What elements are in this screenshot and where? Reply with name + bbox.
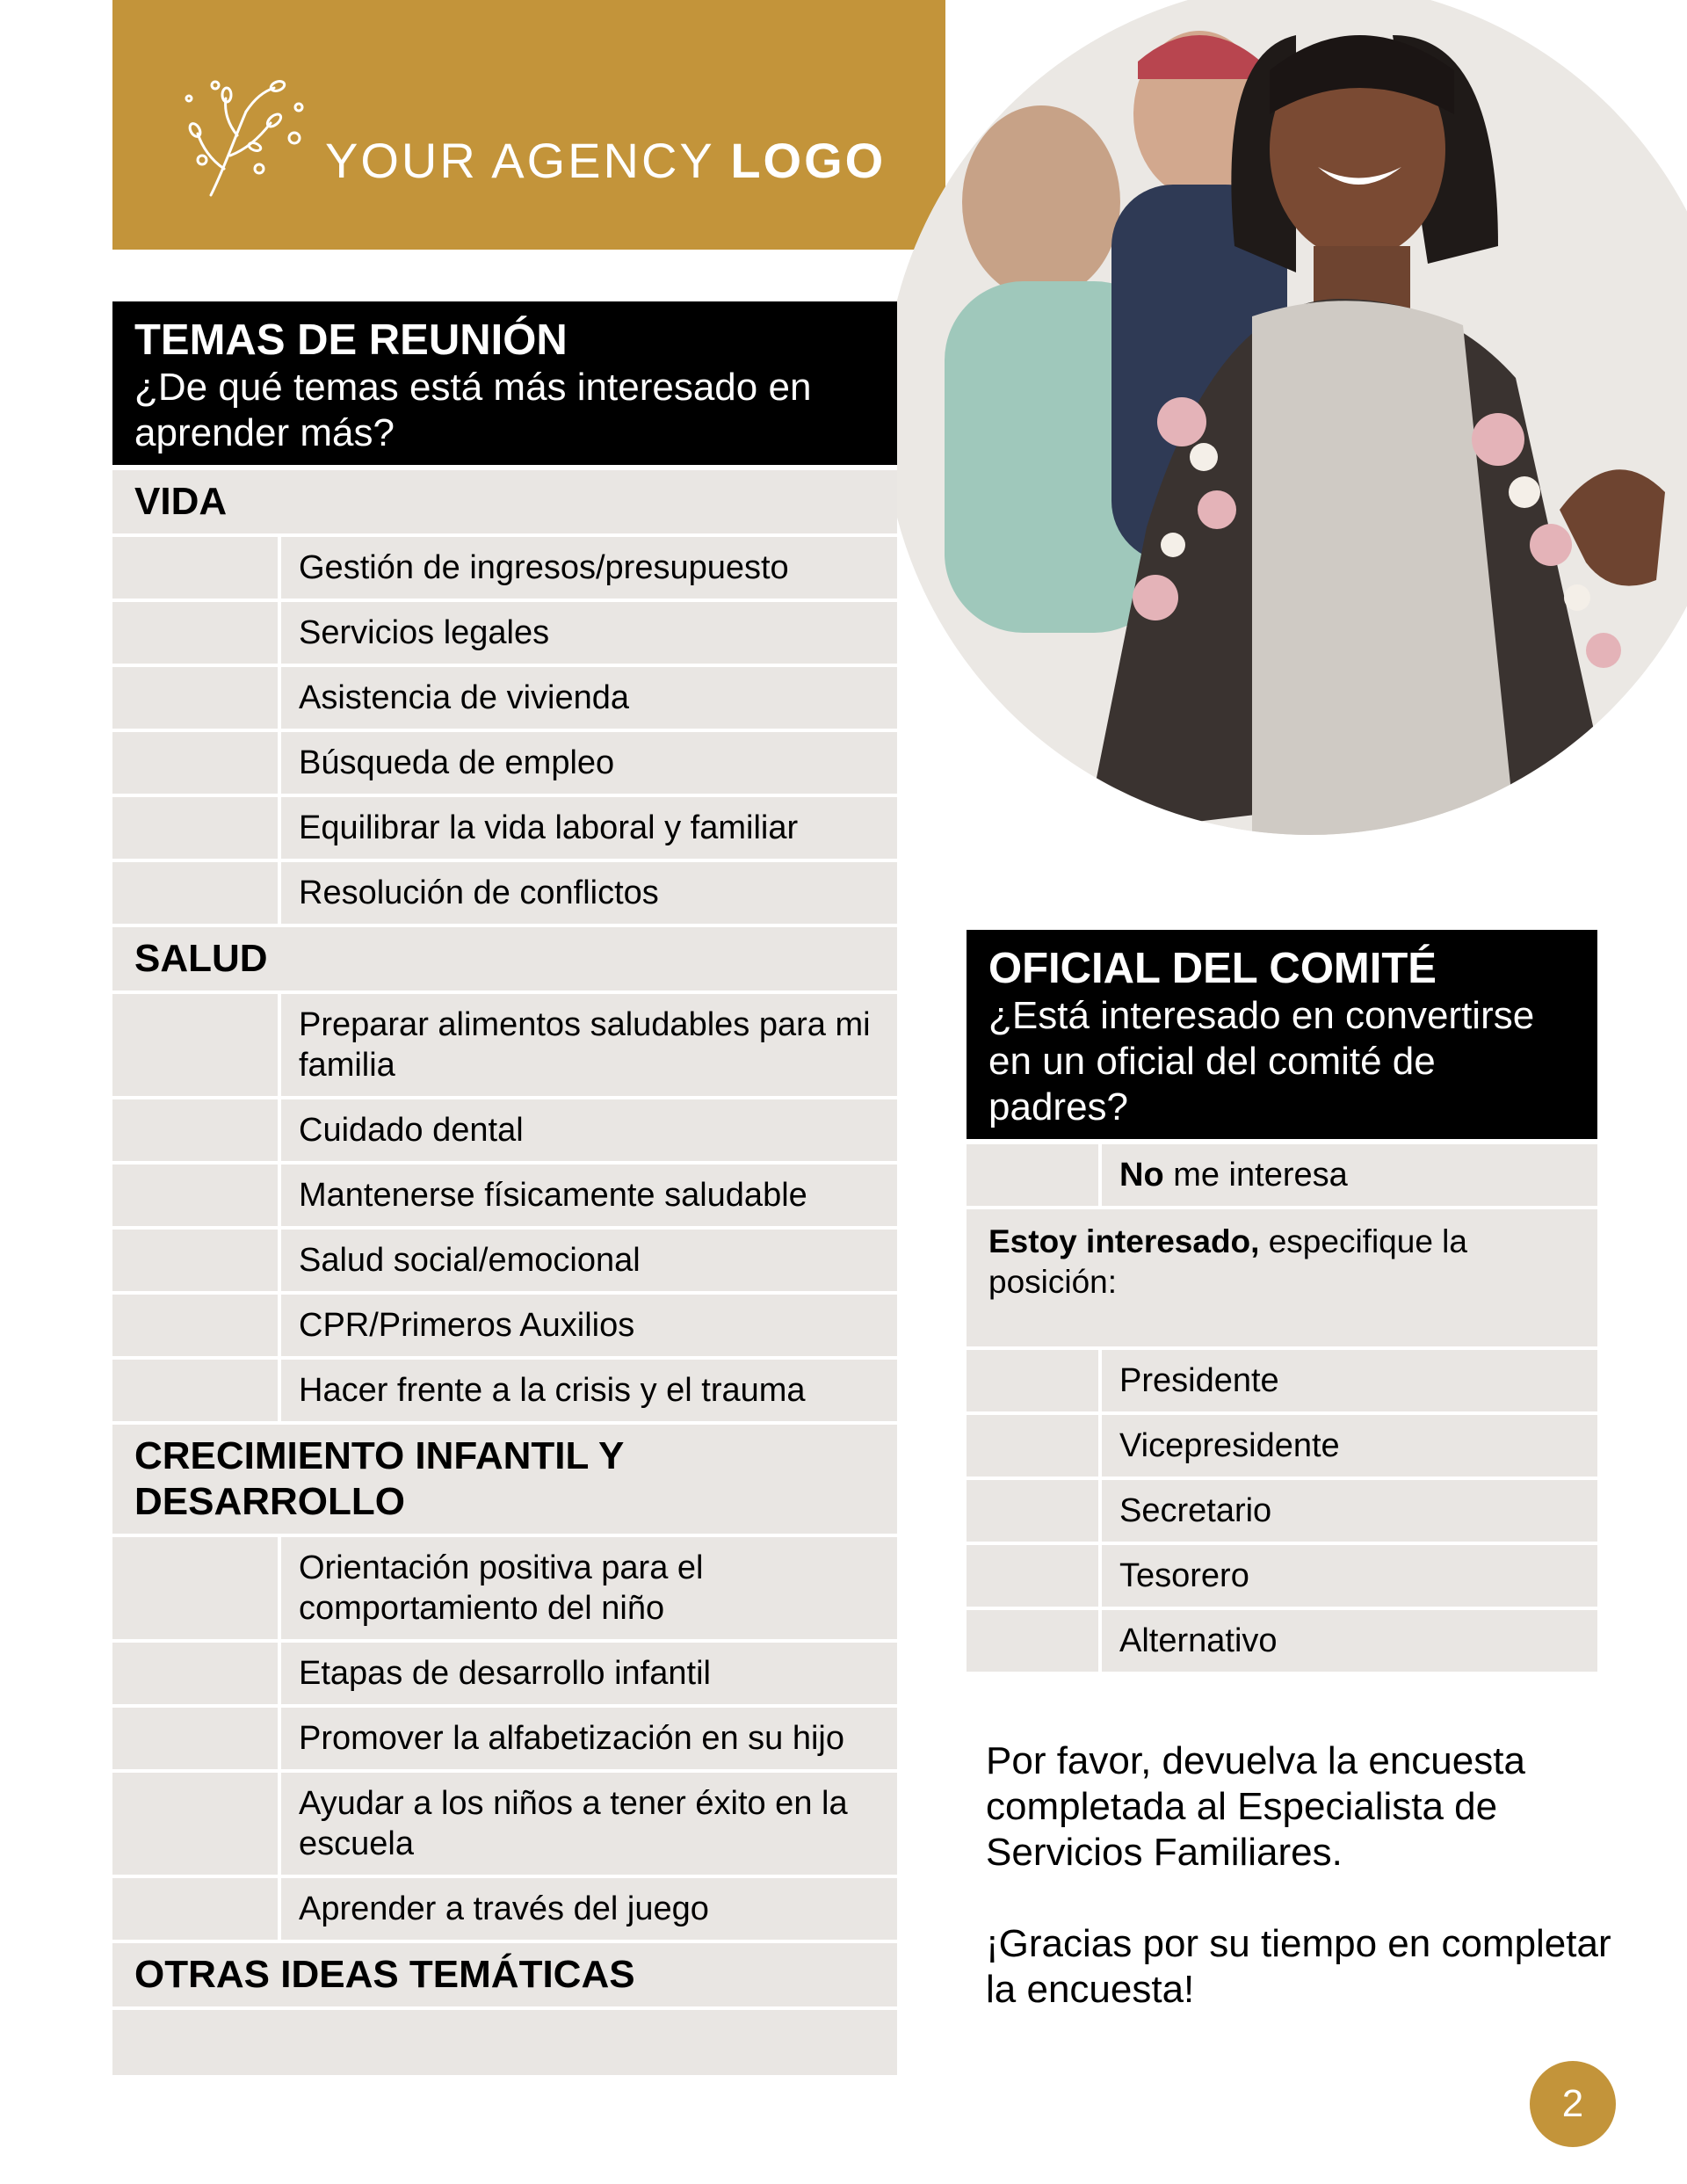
topic-row [112,994,897,1096]
topic-label: Asistencia de vivienda [281,667,897,729]
topic-label: Orientación positiva para el comportamiento del niño [281,1537,897,1639]
topic-label: Etapas de desarrollo infantil [281,1643,897,1704]
logo-banner [112,0,945,250]
hero-photo [883,0,1687,835]
other-ideas-field[interactable] [112,2010,897,2075]
checkbox-cell[interactable] [967,1480,1098,1542]
checkbox-cell[interactable] [112,1708,278,1769]
topic-row [112,1165,897,1226]
checkbox-cell[interactable] [112,1099,278,1161]
topic-label: Cuidado dental [281,1099,897,1161]
position-row [967,1350,1597,1411]
topic-label: Preparar alimentos saludables para mi familia [281,994,897,1096]
topics-header [112,301,897,465]
checkbox-cell[interactable] [112,537,278,599]
category-salud: SALUD [112,927,897,990]
topic-label: Promover la alfabetización en su hijo [281,1708,897,1769]
topic-row [112,667,897,729]
topics-title: TEMAS DE REUNIÓN [134,316,568,364]
topic-label: Mantenerse físicamente saludable [281,1165,897,1226]
committee-header [967,930,1597,1139]
topic-label: Servicios legales [281,602,897,664]
committee-table [967,930,1597,1675]
checkbox-cell[interactable] [112,1230,278,1291]
topic-row [112,862,897,924]
topic-row [112,537,897,599]
thank-you-text: ¡Gracias por su tiempo en completar la encuesta! [986,1922,1611,2011]
position-label: Alternativo [1102,1610,1597,1672]
topic-row [112,1537,897,1639]
topic-label: Equilibrar la vida laboral y familiar [281,797,897,859]
topic-row [112,1773,897,1875]
topic-label: Gestión de ingresos/presupuesto [281,537,897,599]
topic-label: CPR/Primeros Auxilios [281,1295,897,1356]
topic-row [112,1878,897,1940]
checkbox-cell[interactable] [967,1144,1098,1206]
interested-specify[interactable]: Estoy interesado, especifique la posición: [967,1209,1597,1346]
topic-row [112,1230,897,1291]
checkbox-cell[interactable] [112,1165,278,1226]
not-interested-label: No me interesa [1102,1144,1597,1206]
checkbox-cell[interactable] [112,1773,278,1875]
checkbox-cell[interactable] [112,1295,278,1356]
not-interested-row [967,1144,1597,1206]
topic-row [112,797,897,859]
meeting-topics-table [112,301,897,2079]
floral-branch-icon [176,72,316,200]
page-number-badge: 2 [1530,2061,1616,2147]
topic-label: Hacer frente a la crisis y el trauma [281,1360,897,1421]
category-child-development: CRECIMIENTO INFANTIL Y DESARROLLO [112,1425,897,1534]
topic-label: Resolución de conflictos [281,862,897,924]
position-label: Secretario [1102,1480,1597,1542]
position-row [967,1415,1597,1477]
checkbox-cell[interactable] [112,602,278,664]
position-row [967,1610,1597,1672]
checkbox-cell[interactable] [967,1545,1098,1607]
topic-label: Ayudar a los niños a tener éxito en la escuela [281,1773,897,1875]
checkbox-cell[interactable] [112,862,278,924]
closing-note [986,1738,1618,2058]
position-row [967,1545,1597,1607]
category-vida: VIDA [112,470,897,533]
committee-title: OFICIAL DEL COMITÉ [988,945,1437,992]
topic-row [112,1360,897,1421]
topic-row [112,1708,897,1769]
checkbox-cell[interactable] [112,1537,278,1639]
topic-label: Salud social/emocional [281,1230,897,1291]
topic-row [112,1099,897,1161]
topic-label: Aprender a través del juego [281,1878,897,1940]
topic-row [112,1295,897,1356]
checkbox-cell[interactable] [112,667,278,729]
category-other-ideas: OTRAS IDEAS TEMÁTICAS [112,1943,897,2006]
checkbox-cell[interactable] [967,1350,1098,1411]
position-label: Presidente [1102,1350,1597,1411]
people-laughing-illustration [883,0,1687,835]
checkbox-cell[interactable] [112,1360,278,1421]
return-instructions: Por favor, devuelva la encuesta completada al Especialista de Servicios Familiares. [986,1739,1525,1874]
checkbox-cell[interactable] [112,1878,278,1940]
checkbox-cell[interactable] [112,797,278,859]
checkbox-cell[interactable] [967,1415,1098,1477]
topic-row [112,1643,897,1704]
checkbox-cell[interactable] [112,732,278,794]
committee-subtitle: ¿Está interesado en convertirse en un oficial del comité de padres? [988,994,1535,1128]
agency-logo-text: YOUR AGENCY LOGO [325,133,887,188]
checkbox-cell[interactable] [112,1643,278,1704]
topic-row [112,732,897,794]
topic-row [112,602,897,664]
topic-label: Búsqueda de empleo [281,732,897,794]
position-row [967,1480,1597,1542]
checkbox-cell[interactable] [967,1610,1098,1672]
topics-subtitle: ¿De qué temas está más interesado en aprender más? [134,366,812,454]
position-label: Tesorero [1102,1545,1597,1607]
checkbox-cell[interactable] [112,994,278,1096]
position-label: Vicepresidente [1102,1415,1597,1477]
